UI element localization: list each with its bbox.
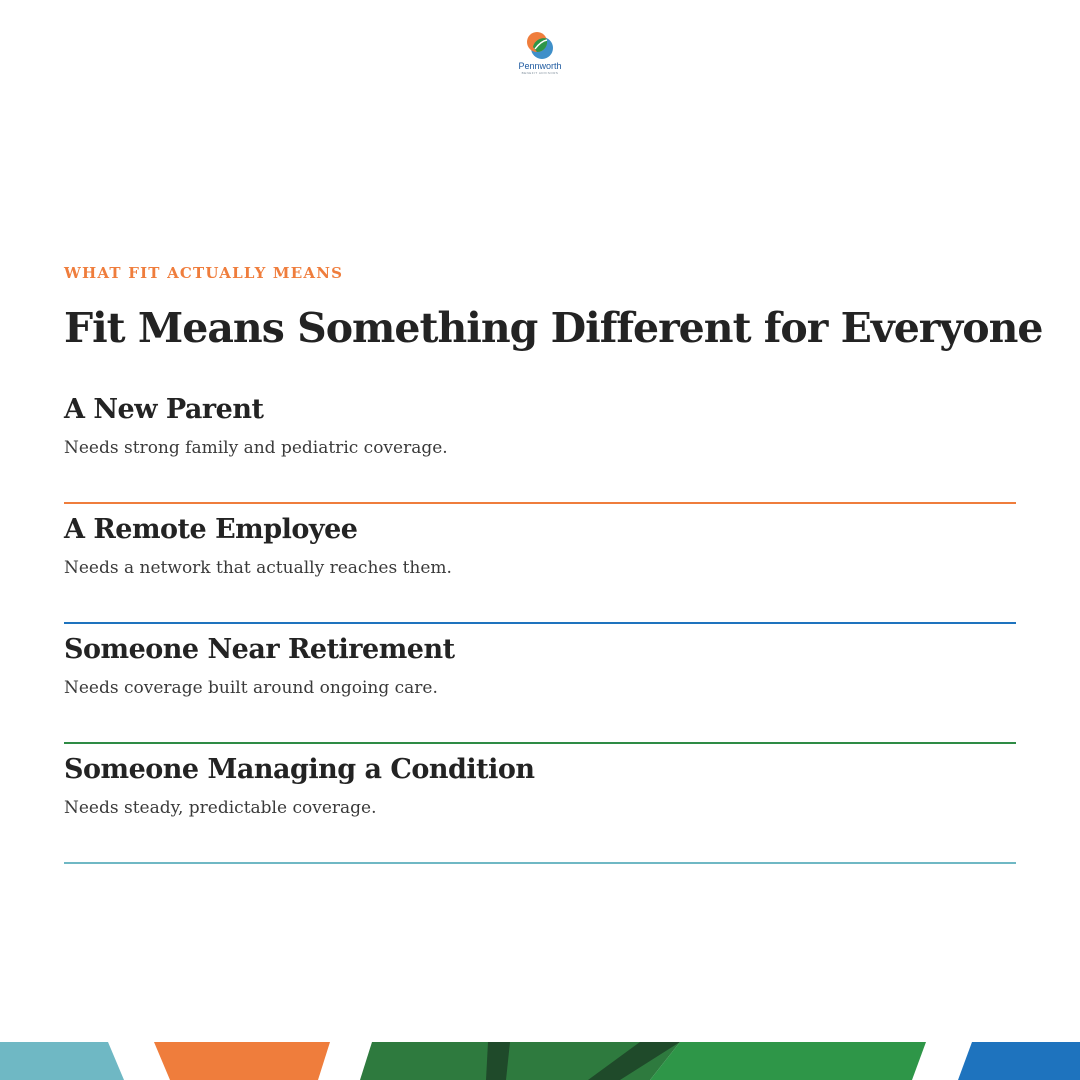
- persona-description: Needs coverage built around ongoing care.: [64, 678, 438, 698]
- persona-description: Needs a network that actually reaches them.: [64, 558, 452, 578]
- persona-title: A New Parent: [64, 394, 264, 425]
- brand-tagline: BENEFIT ADVISORS: [521, 71, 559, 75]
- persona-title: Someone Near Retirement: [64, 634, 455, 665]
- persona-title: Someone Managing a Condition: [64, 754, 535, 785]
- persona-description: Needs strong family and pediatric coverage.: [64, 438, 448, 458]
- persona-description: Needs steady, predictable coverage.: [64, 798, 377, 818]
- brand-logo: [490, 30, 590, 75]
- persona-item-new-parent: [64, 386, 1016, 504]
- band-shape-green: [650, 1042, 926, 1080]
- eyebrow-label: WHAT FIT ACTUALLY MEANS: [64, 264, 344, 282]
- persona-item-near-retirement: [64, 626, 1016, 744]
- decorative-color-band: [0, 1042, 1080, 1080]
- persona-item-remote-employee: [64, 506, 1016, 624]
- brand-name: Pennworth: [518, 61, 562, 71]
- persona-item-managing-condition: [64, 746, 1016, 864]
- main-content: [64, 263, 1043, 866]
- logo-mark-icon: [525, 30, 555, 60]
- persona-list: [64, 386, 1016, 864]
- persona-title: A Remote Employee: [64, 514, 358, 545]
- page-title: Fit Means Something Different for Everyone: [64, 304, 1043, 352]
- band-shape-stripe: [486, 1042, 510, 1080]
- band-shape-blue: [958, 1042, 1080, 1080]
- band-shape-orange: [154, 1042, 330, 1080]
- band-shape-teal: [0, 1042, 124, 1080]
